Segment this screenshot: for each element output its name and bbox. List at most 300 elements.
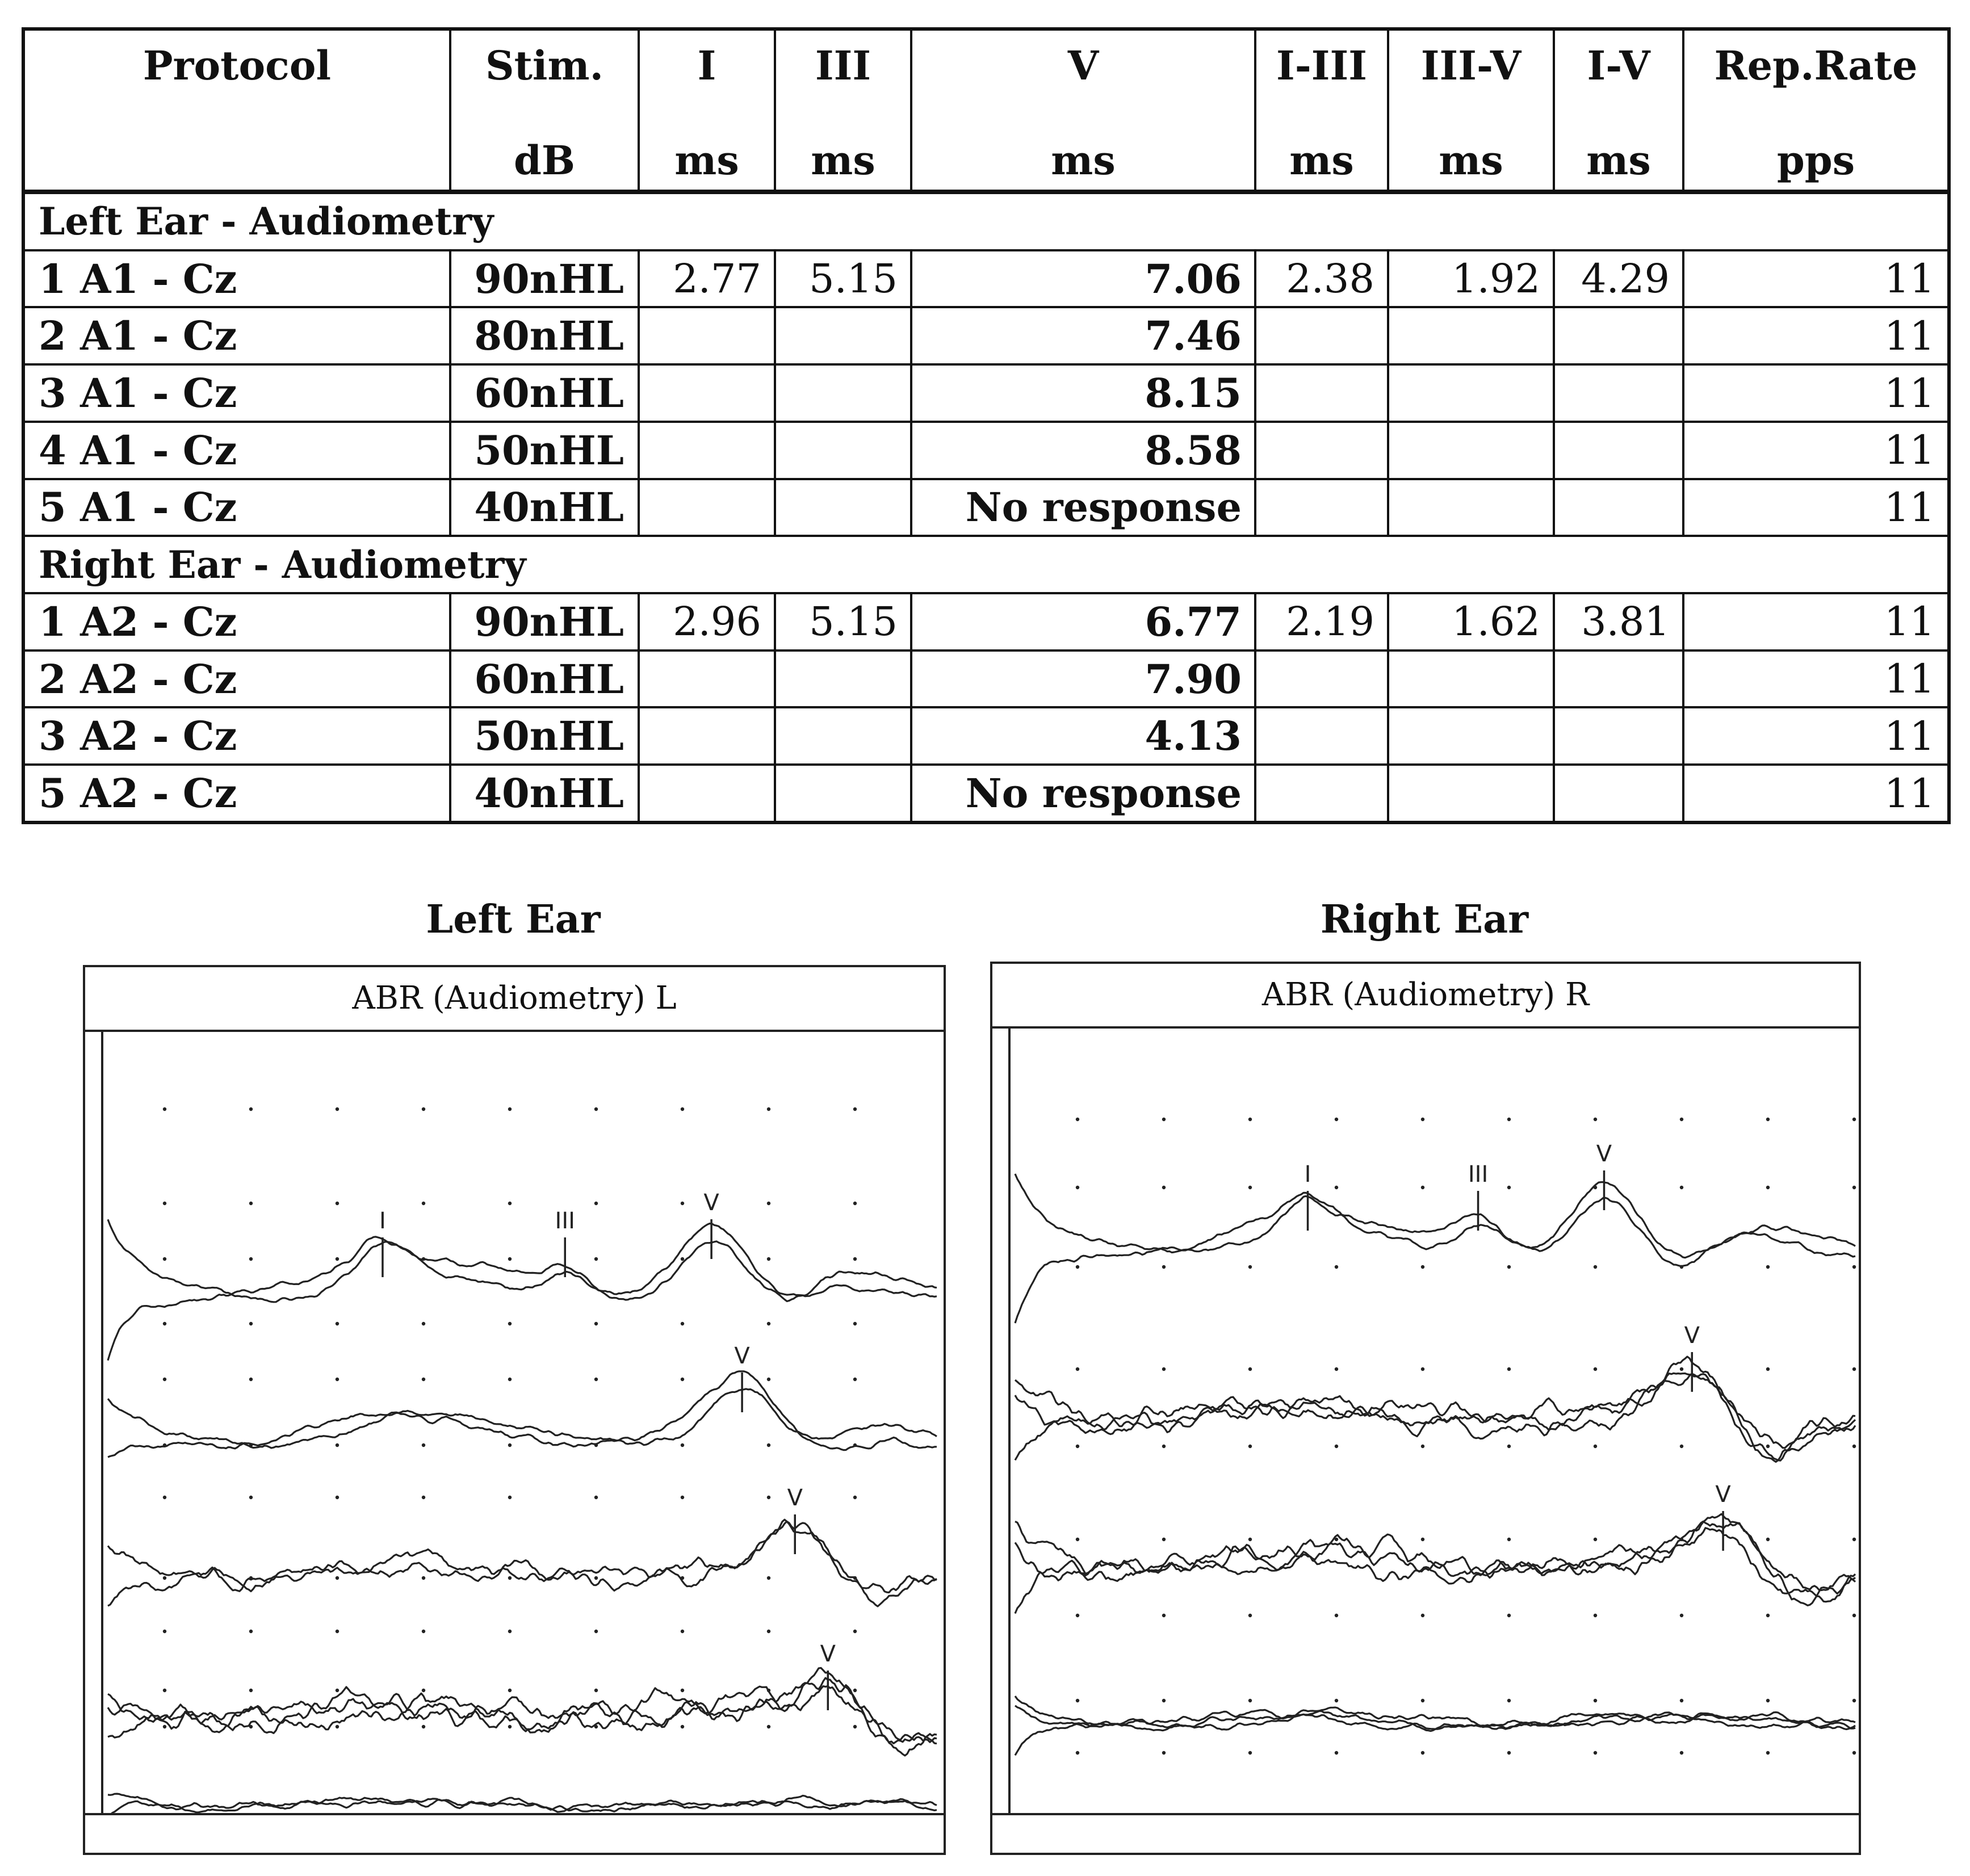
grid-dot: [1248, 1367, 1252, 1371]
grid-dot: [1852, 1699, 1856, 1702]
grid-dot: [163, 1576, 166, 1580]
grid-dot: [1594, 1367, 1597, 1371]
grid-dot: [1335, 1367, 1338, 1371]
grid-dot: [1421, 1367, 1424, 1371]
grid-dot: [681, 1443, 684, 1447]
grid-dot: [767, 1378, 770, 1381]
cell-iii-v: [1388, 422, 1554, 479]
grid-dot: [767, 1202, 770, 1205]
section-title: Left Ear - Audiometry: [23, 192, 1949, 250]
grid-dot: [1507, 1265, 1511, 1269]
grid-dot: [767, 1630, 770, 1633]
grid-dot: [163, 1496, 166, 1499]
grid-dot: [422, 1576, 425, 1580]
right-ear-abr-panel: [990, 962, 1861, 1855]
cell-iii-v: [1388, 650, 1554, 708]
peak-label: V: [703, 1190, 719, 1216]
cell-i: [639, 707, 775, 765]
grid-dot: [422, 1202, 425, 1205]
cell-iii-v: 1.92: [1388, 250, 1554, 308]
left-ear-title: Left Ear: [426, 897, 601, 942]
left-panel-header: ABR (Audiometry) L: [85, 967, 944, 1032]
waveform-trace: [108, 1522, 937, 1606]
table-row: [23, 765, 1949, 822]
grid-dot: [422, 1496, 425, 1499]
grid-dot: [163, 1378, 166, 1381]
cell-v: 8.58: [911, 422, 1255, 479]
grid-dot: [1076, 1367, 1079, 1371]
grid-dot: [1335, 1118, 1338, 1121]
cell-rate: 11: [1683, 307, 1949, 364]
cell-v: 7.46: [911, 307, 1255, 364]
grid-dot: [594, 1630, 598, 1633]
cell-rate: 11: [1683, 364, 1949, 422]
grid-dot: [1852, 1367, 1856, 1371]
cell-protocol: 1 A2 - Cz: [23, 593, 450, 650]
grid-dot: [594, 1107, 598, 1111]
grid-dot: [681, 1107, 684, 1111]
grid-dot: [422, 1322, 425, 1325]
section-title: Right Ear - Audiometry: [23, 536, 1949, 593]
left-waveform-chart: [85, 1032, 944, 1853]
grid-dot: [767, 1725, 770, 1728]
grid-dot: [1507, 1118, 1511, 1121]
cell-iii-v: 1.62: [1388, 593, 1554, 650]
cell-iii-v: [1388, 364, 1554, 422]
cell-protocol: 3 A1 - Cz: [23, 364, 450, 422]
grid-dot: [249, 1322, 253, 1325]
peak-label: I: [379, 1208, 386, 1234]
cell-protocol: 3 A2 - Cz: [23, 707, 450, 765]
cell-protocol: 5 A1 - Cz: [23, 479, 450, 536]
grid-dot: [1248, 1538, 1252, 1541]
grid-dot: [853, 1689, 857, 1692]
grid-dot: [163, 1630, 166, 1633]
cell-protocol: 1 A1 - Cz: [23, 250, 450, 308]
cell-iii: [775, 422, 911, 479]
grid-dot: [767, 1443, 770, 1447]
grid-dot: [1162, 1445, 1166, 1448]
grid-dot: [853, 1496, 857, 1499]
cell-i-v: 3.81: [1554, 593, 1683, 650]
grid-dot: [1594, 1538, 1597, 1541]
grid-dot: [594, 1496, 598, 1499]
grid-dot: [594, 1322, 598, 1325]
table-body: [23, 192, 1949, 822]
peak-label: III: [1468, 1161, 1489, 1187]
grid-dot: [1421, 1699, 1424, 1702]
right-waveform-chart: [992, 1029, 1859, 1853]
grid-dot: [1852, 1538, 1856, 1541]
grid-dot: [508, 1443, 512, 1447]
cell-i-iii: [1255, 765, 1388, 822]
abr-latency-table: [22, 27, 1951, 824]
grid-dot: [249, 1630, 253, 1633]
waveform-trace: [108, 1389, 937, 1448]
grid-dot: [853, 1257, 857, 1261]
cell-v: No response: [911, 479, 1255, 536]
grid-dot: [681, 1378, 684, 1381]
waveform-trace: [108, 1794, 937, 1812]
section-header-row: [23, 192, 1949, 250]
cell-stim: 90nHL: [450, 593, 639, 650]
grid-dot: [336, 1107, 339, 1111]
grid-dot: [1507, 1445, 1511, 1448]
grid-dot: [163, 1689, 166, 1692]
cell-v: 6.77: [911, 593, 1255, 650]
cell-iii: [775, 707, 911, 765]
panel-bottom-strip: [992, 1813, 1859, 1853]
cell-rate: 11: [1683, 422, 1949, 479]
cell-i: [639, 422, 775, 479]
cell-i-iii: [1255, 479, 1388, 536]
table-row: [23, 479, 1949, 536]
grid-dot: [336, 1576, 339, 1580]
grid-dot: [853, 1107, 857, 1111]
grid-dot: [1421, 1118, 1424, 1121]
grid-dot: [1248, 1118, 1252, 1121]
header-wave-iii: III ms: [775, 29, 911, 192]
grid-dot: [1680, 1367, 1683, 1371]
grid-dot: [1248, 1699, 1252, 1702]
grid-dot: [594, 1202, 598, 1205]
cell-iii: [775, 765, 911, 822]
grid-dot: [1766, 1445, 1770, 1448]
grid-dot: [1335, 1614, 1338, 1617]
grid-dot: [681, 1725, 684, 1728]
cell-i-v: [1554, 707, 1683, 765]
left-plot-area: [85, 1032, 944, 1853]
grid-dot: [767, 1496, 770, 1499]
cell-i: [639, 479, 775, 536]
right-plot-area: [992, 1029, 1859, 1853]
grid-dot: [1335, 1751, 1338, 1755]
cell-stim: 60nHL: [450, 650, 639, 708]
grid-dot: [1335, 1186, 1338, 1189]
header-i-iii: I-III ms: [1255, 29, 1388, 192]
grid-dot: [1507, 1186, 1511, 1189]
peak-label: V: [1596, 1141, 1612, 1167]
grid-dot: [1076, 1118, 1079, 1121]
grid-dot: [681, 1496, 684, 1499]
cell-i: [639, 364, 775, 422]
waveform-trace: [108, 1224, 937, 1361]
cell-i-iii: [1255, 422, 1388, 479]
grid-dot: [1766, 1699, 1770, 1702]
right-ear-title: Right Ear: [1320, 897, 1529, 942]
grid-dot: [508, 1202, 512, 1205]
grid-dot: [1507, 1699, 1511, 1702]
grid-dot: [681, 1630, 684, 1633]
grid-dot: [336, 1496, 339, 1499]
grid-dot: [508, 1689, 512, 1692]
table-row: [23, 593, 1949, 650]
grid-dot: [853, 1630, 857, 1633]
cell-i: [639, 307, 775, 364]
cell-stim: 90nHL: [450, 250, 639, 308]
grid-dot: [1680, 1699, 1683, 1702]
section-header-row: [23, 536, 1949, 593]
grid-dot: [853, 1202, 857, 1205]
waveform-trace: [1015, 1514, 1855, 1613]
table-row: [23, 650, 1949, 708]
grid-dot: [1248, 1614, 1252, 1617]
grid-dot: [508, 1322, 512, 1325]
cell-v: No response: [911, 765, 1255, 822]
grid-dot: [1162, 1751, 1166, 1755]
grid-dot: [1766, 1751, 1770, 1755]
grid-dot: [1852, 1445, 1856, 1448]
cell-i-iii: 2.38: [1255, 250, 1388, 308]
grid-dot: [508, 1496, 512, 1499]
cell-i-v: [1554, 307, 1683, 364]
grid-dot: [249, 1689, 253, 1692]
grid-dot: [1248, 1445, 1252, 1448]
waveform-trace: [1015, 1174, 1855, 1266]
grid-dot: [508, 1378, 512, 1381]
grid-dot: [422, 1443, 425, 1447]
grid-dot: [594, 1576, 598, 1580]
cell-i: 2.96: [639, 593, 775, 650]
grid-dot: [1248, 1751, 1252, 1755]
grid-dot: [1421, 1445, 1424, 1448]
grid-dot: [1507, 1538, 1511, 1541]
cell-iii-v: [1388, 307, 1554, 364]
cell-protocol: 2 A2 - Cz: [23, 650, 450, 708]
grid-dot: [336, 1630, 339, 1633]
waveform-trace: [108, 1520, 937, 1592]
cell-v: 7.90: [911, 650, 1255, 708]
grid-dot: [767, 1576, 770, 1580]
grid-dot: [594, 1378, 598, 1381]
cell-stim: 80nHL: [450, 307, 639, 364]
grid-dot: [336, 1257, 339, 1261]
grid-dot: [1766, 1538, 1770, 1541]
grid-dot: [1766, 1367, 1770, 1371]
cell-i-iii: [1255, 364, 1388, 422]
peak-label: V: [734, 1343, 750, 1369]
grid-dot: [1852, 1751, 1856, 1755]
peak-label: I: [1304, 1161, 1311, 1187]
header-protocol: Protocol: [23, 29, 450, 192]
grid-dot: [422, 1630, 425, 1633]
grid-dot: [1507, 1614, 1511, 1617]
grid-dot: [853, 1725, 857, 1728]
cell-rate: 11: [1683, 707, 1949, 765]
grid-dot: [1248, 1186, 1252, 1189]
grid-dot: [1076, 1614, 1079, 1617]
grid-dot: [249, 1202, 253, 1205]
cell-rate: 11: [1683, 650, 1949, 708]
cell-iii: [775, 364, 911, 422]
cell-i-v: [1554, 479, 1683, 536]
waveform-trace: [1015, 1374, 1855, 1460]
grid-dot: [1594, 1265, 1597, 1269]
grid-dot: [336, 1443, 339, 1447]
grid-dot: [1852, 1186, 1856, 1189]
cell-iii-v: [1388, 765, 1554, 822]
grid-dot: [1162, 1118, 1166, 1121]
grid-dot: [163, 1257, 166, 1261]
waveform-trace: [108, 1668, 937, 1756]
grid-dot: [336, 1725, 339, 1728]
grid-dot: [1594, 1699, 1597, 1702]
table-row: [23, 707, 1949, 765]
cell-iii-v: [1388, 707, 1554, 765]
panel-bottom-strip: [85, 1813, 944, 1853]
cell-protocol: 2 A1 - Cz: [23, 307, 450, 364]
cell-iii: [775, 307, 911, 364]
grid-dot: [249, 1378, 253, 1381]
waveform-trace: [108, 1686, 937, 1744]
grid-dot: [1421, 1614, 1424, 1617]
grid-dot: [767, 1322, 770, 1325]
cell-i-v: 4.29: [1554, 250, 1683, 308]
cell-i: [639, 650, 775, 708]
grid-dot: [594, 1689, 598, 1692]
grid-dot: [853, 1378, 857, 1381]
grid-dot: [1076, 1265, 1079, 1269]
grid-dot: [1766, 1118, 1770, 1121]
header-rep-rate: Rep.Rate pps: [1683, 29, 1949, 192]
cell-i: 2.77: [639, 250, 775, 308]
waveform-trace: [1015, 1696, 1855, 1730]
header-i-v: I-V ms: [1554, 29, 1683, 192]
grid-dot: [1162, 1265, 1166, 1269]
cell-i-v: [1554, 422, 1683, 479]
cell-i-v: [1554, 650, 1683, 708]
grid-dot: [1421, 1186, 1424, 1189]
cell-i: [639, 765, 775, 822]
grid-dot: [1335, 1265, 1338, 1269]
cell-i-iii: [1255, 307, 1388, 364]
grid-dot: [681, 1689, 684, 1692]
grid-dot: [1421, 1265, 1424, 1269]
grid-dot: [681, 1257, 684, 1261]
left-ear-abr-panel: [83, 965, 946, 1855]
grid-dot: [1680, 1118, 1683, 1121]
peak-label: V: [787, 1485, 803, 1511]
peak-label: III: [555, 1208, 575, 1234]
cell-rate: 11: [1683, 765, 1949, 822]
grid-dot: [508, 1725, 512, 1728]
grid-dot: [1594, 1445, 1597, 1448]
waveform-trace: [1015, 1182, 1855, 1324]
grid-dot: [767, 1107, 770, 1111]
grid-dot: [1680, 1614, 1683, 1617]
cell-stim: 60nHL: [450, 364, 639, 422]
grid-dot: [1421, 1751, 1424, 1755]
grid-dot: [163, 1322, 166, 1325]
cell-protocol: 4 A1 - Cz: [23, 422, 450, 479]
grid-dot: [1507, 1367, 1511, 1371]
cell-stim: 40nHL: [450, 479, 639, 536]
grid-dot: [1162, 1538, 1166, 1541]
grid-dot: [1076, 1751, 1079, 1755]
grid-dot: [1680, 1186, 1683, 1189]
grid-dot: [1852, 1614, 1856, 1617]
cell-i-iii: 2.19: [1255, 593, 1388, 650]
grid-dot: [422, 1378, 425, 1381]
grid-dot: [1162, 1614, 1166, 1617]
grid-dot: [1852, 1265, 1856, 1269]
cell-i-v: [1554, 765, 1683, 822]
grid-dot: [681, 1322, 684, 1325]
grid-dot: [1766, 1614, 1770, 1617]
header-iii-v: III-V ms: [1388, 29, 1554, 192]
peak-label: V: [1684, 1323, 1700, 1349]
cell-iii: [775, 479, 911, 536]
cell-iii: [775, 650, 911, 708]
grid-dot: [1335, 1699, 1338, 1702]
grid-dot: [1680, 1445, 1683, 1448]
grid-dot: [1766, 1186, 1770, 1189]
grid-dot: [163, 1202, 166, 1205]
grid-dot: [1076, 1445, 1079, 1448]
header-wave-v: V ms: [911, 29, 1255, 192]
cell-v: 7.06: [911, 250, 1255, 308]
grid-dot: [1421, 1538, 1424, 1541]
grid-dot: [1680, 1751, 1683, 1755]
cell-i-iii: [1255, 650, 1388, 708]
header-stim: Stim. dB: [450, 29, 639, 192]
grid-dot: [594, 1257, 598, 1261]
header-wave-i: I ms: [639, 29, 775, 192]
peak-label: V: [1715, 1482, 1731, 1508]
grid-dot: [1162, 1186, 1166, 1189]
cell-stim: 50nHL: [450, 422, 639, 479]
cell-stim: 40nHL: [450, 765, 639, 822]
grid-dot: [508, 1257, 512, 1261]
cell-rate: 11: [1683, 250, 1949, 308]
grid-dot: [508, 1107, 512, 1111]
cell-protocol: 5 A2 - Cz: [23, 765, 450, 822]
grid-dot: [1076, 1699, 1079, 1702]
cell-rate: 11: [1683, 479, 1949, 536]
cell-iii: 5.15: [775, 593, 911, 650]
right-panel-header: ABR (Audiometry) R: [992, 964, 1859, 1029]
table-row: [23, 307, 1949, 364]
grid-dot: [1594, 1614, 1597, 1617]
grid-dot: [853, 1322, 857, 1325]
cell-i-v: [1554, 364, 1683, 422]
grid-dot: [422, 1107, 425, 1111]
grid-dot: [1162, 1367, 1166, 1371]
grid-dot: [336, 1689, 339, 1692]
grid-dot: [249, 1107, 253, 1111]
cell-iii-v: [1388, 479, 1554, 536]
grid-dot: [249, 1257, 253, 1261]
grid-dot: [1852, 1118, 1856, 1121]
grid-dot: [681, 1202, 684, 1205]
table-row: [23, 250, 1949, 308]
grid-dot: [422, 1725, 425, 1728]
grid-dot: [1162, 1699, 1166, 1702]
table-header-row: [23, 29, 1949, 192]
cell-rate: 11: [1683, 593, 1949, 650]
cell-i-iii: [1255, 707, 1388, 765]
cell-v: 4.13: [911, 707, 1255, 765]
table-row: [23, 364, 1949, 422]
waveform-trace: [1015, 1521, 1855, 1590]
grid-dot: [163, 1725, 166, 1728]
grid-dot: [249, 1496, 253, 1499]
grid-dot: [1076, 1186, 1079, 1189]
grid-dot: [1594, 1751, 1597, 1755]
grid-dot: [767, 1257, 770, 1261]
table-row: [23, 422, 1949, 479]
grid-dot: [336, 1378, 339, 1381]
